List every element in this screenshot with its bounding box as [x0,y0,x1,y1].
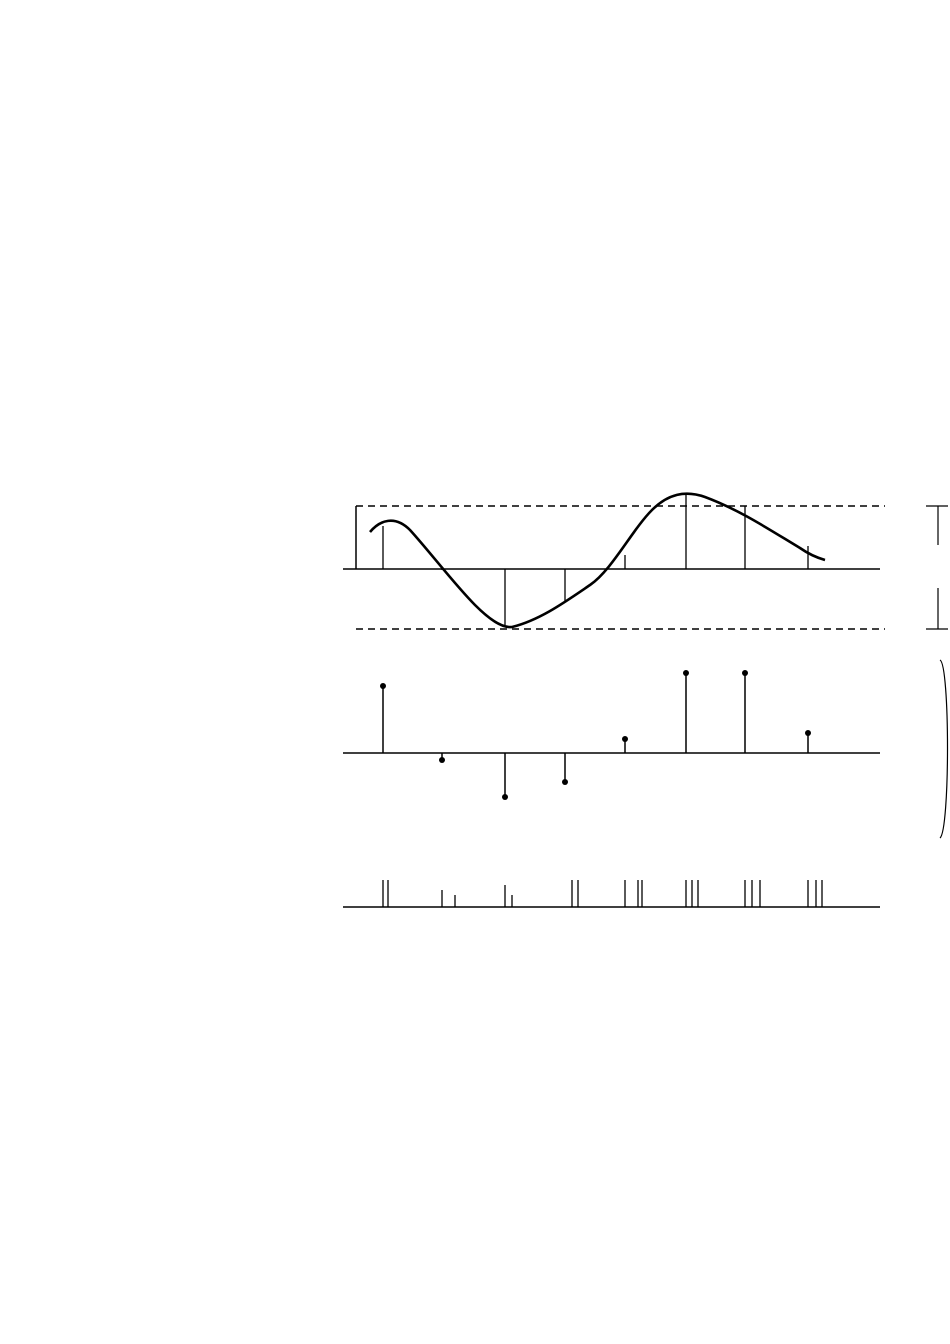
panel-c [343,880,880,907]
panel-b [343,660,948,838]
sample-lines [383,493,808,625]
ct-signal-curve [370,494,825,627]
panel-a [343,493,948,629]
quantized-samples [383,673,808,797]
